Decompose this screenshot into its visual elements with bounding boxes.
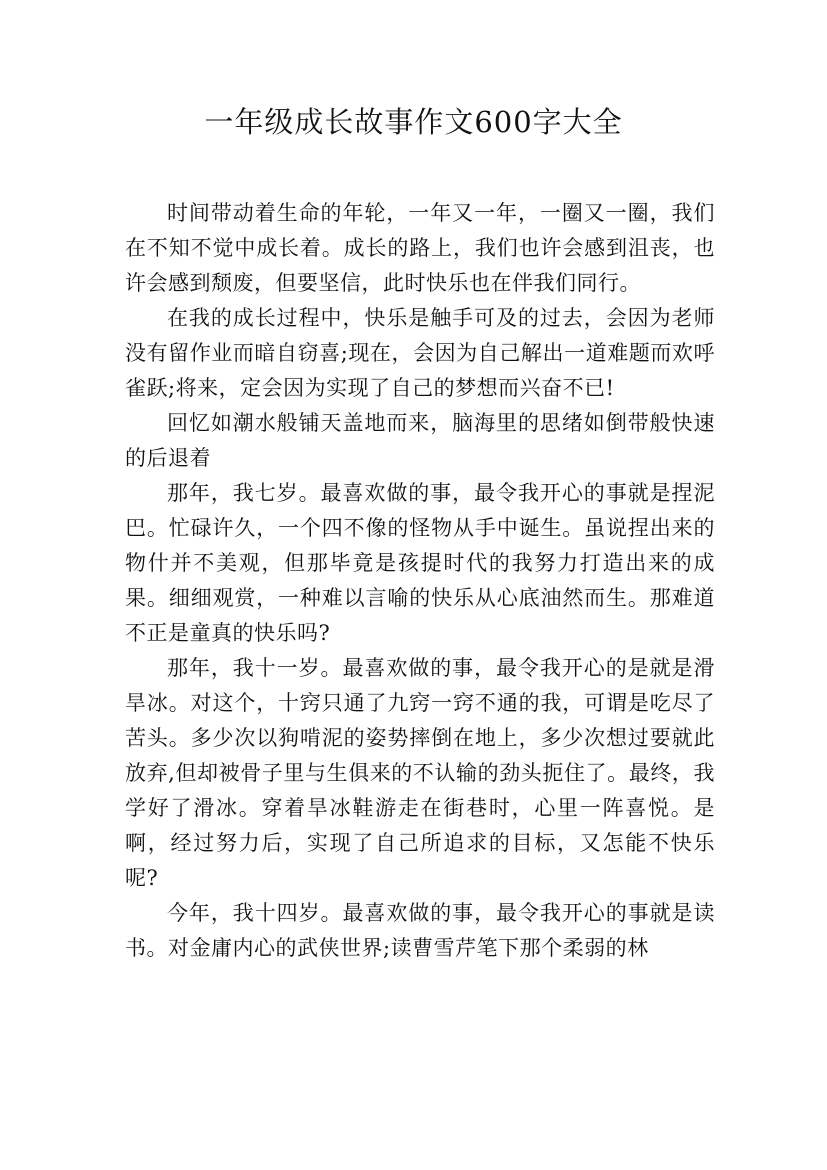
paragraph: 在我的成长过程中，快乐是触手可及的过去，会因为老师没有留作业而暗自窃喜;现在，会因为自己解出一道难题而欢呼雀跃;将来，定会因为实现了自己的梦想而兴奋不已! xyxy=(125,306,715,400)
paragraph: 那年，我十一岁。最喜欢做的事，最令我开心的是就是滑旱冰。对这个，十窍只通了九窍一窍不通的我，可谓是吃尽了苦头。多少次以狗啃泥的姿势摔倒在地上，多少次想过要就此放弃,但却被骨子里与生俱来的不认输的劲头扼住了。最终，我学好了滑冰。穿着旱冰鞋游走在街巷时，心里一阵喜悦。是啊，经过努力后，实现了自己所追求的目标，又怎能不快乐呢? xyxy=(125,656,715,890)
document-body xyxy=(125,196,715,966)
paragraph: 今年，我十四岁。最喜欢做的事，最令我开心的事就是读书。对金庸内心的武侠世界;读曹雪芹笔下那个柔弱的林 xyxy=(125,901,715,960)
document-title: 一年级成长故事作文600字大全 xyxy=(204,105,623,139)
paragraph: 那年，我七岁。最喜欢做的事，最令我开心的事就是捏泥巴。忙碌许久，一个四不像的怪物从手中诞生。虽说捏出来的物什并不美观，但那毕竟是孩提时代的我努力打造出来的成果。细细观赏，一种难以言喻的快乐从心底油然而生。那难道不正是童真的快乐吗? xyxy=(125,481,715,645)
paragraph: 回忆如潮水般铺天盖地而来，脑海里的思绪如倒带般快速的后退着 xyxy=(125,411,715,470)
paragraph: 时间带动着生命的年轮，一年又一年，一圈又一圈，我们在不知不觉中成长着。成长的路上，我们也许会感到沮丧，也许会感到颓废，但要坚信，此时快乐也在伴我们同行。 xyxy=(125,201,715,295)
